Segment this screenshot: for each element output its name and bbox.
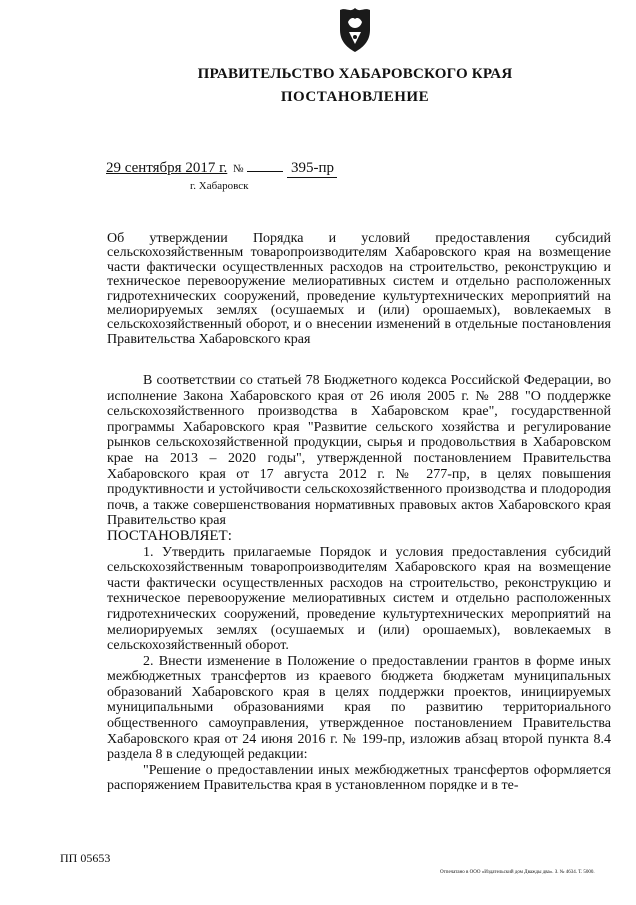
number-sign: № — [233, 163, 244, 175]
quote-paragraph: "Решение о предоставлении иных межбюджетных трансфертов оформляется распоряжением Правительства края в установленном порядке и в те- — [107, 762, 611, 794]
document-number: 395-пр — [287, 160, 337, 178]
document-type: ПОСТАНОВЛЕНИЕ — [280, 89, 430, 105]
number-blank-line — [247, 171, 283, 172]
item-1-paragraph: 1. Утвердить прилагаемые Порядок и условия предоставления субсидий сельскохозяйственным товаропроизводителям Хабаровского края на возмещение части фактически осуществленных расходов на строительство, реконструкцию и техническое перевооружение мелиоративных систем и отдельно расположенных гидротехнических сооружений, проведение культуртехнических мероприятий на мелиорируемых землях (осушаемых и (или) орошаемых), вовлекаемых в сельскохозяйственный оборот. — [107, 544, 611, 654]
date-number-line — [106, 160, 337, 178]
footer-code: ПП 05653 — [60, 851, 111, 865]
resolves-heading: ПОСТАНОВЛЯЕТ: — [107, 527, 232, 544]
document-title: Об утверждении Порядка и условий предоставления субсидий сельскохозяйственным товаропроизводителям Хабаровского края на возмещение части фактически осуществленных расходов на строительство, реконструкцию и техническое перевооружение мелиоративных систем и отдельно расположенных гидротехнических сооружений, проведение культуртехнических мероприятий на мелиорируемых землях (осушаемых и (или) орошаемых), вовлекаемых в сельскохозяйственный оборот, и о внесении изменений в отдельные постановления Правительства Хабаровского края — [107, 231, 611, 347]
preamble-paragraph: В соответствии со статьей 78 Бюджетного кодекса Российской Федерации, во исполнение Закона Хабаровского края от 26 июля 2005 г. № 288 "О поддержке сельскохозяйственного производства в Хабаровском крае", государственной программы Хабаровского края "Развитие сельского хозяйства и регулирование рынков сельскохозяйственной продукции, сырья и продовольствия в Хабаровском крае на 2013 – 2020 годы", утвержденной постановлением Правительства Хабаровского края от 17 августа 2012 г. № 277-пр, в целях повышения продуктивности и устойчивости сельскохозяйственного производства и плодородия почв, а также совершенствования нормативных правовых актов Хабаровского края Правительство края — [107, 373, 611, 529]
document-body — [107, 373, 611, 794]
coat-of-arms-icon — [334, 4, 376, 54]
document-date: 29 сентября 2017 г. — [106, 160, 228, 176]
printer-note: Отпечатано в ООО «Издательский дом Дважды два». З. № 4634. Т. 5000. — [440, 870, 595, 875]
city-label: г. Хабаровск — [190, 180, 249, 192]
item-2-paragraph: 2. Внести изменение в Положение о предоставлении грантов в форме иных межбюджетных трансфертов из краевого бюджета бюджетам муниципальных образований Хабаровского края в целях поддержки проектов, инициируемых муниципальными образованиями края по развитию территориального общественного самоуправления, утвержденное постановлением Правительства Хабаровского края от 24 июня 2016 г. № 199-пр, изложив абзац второй пункта 8.4 раздела 8 в следующей редакции: — [107, 653, 611, 763]
government-name: ПРАВИТЕЛЬСТВО ХАБАРОВСКОГО КРАЯ — [197, 66, 513, 82]
